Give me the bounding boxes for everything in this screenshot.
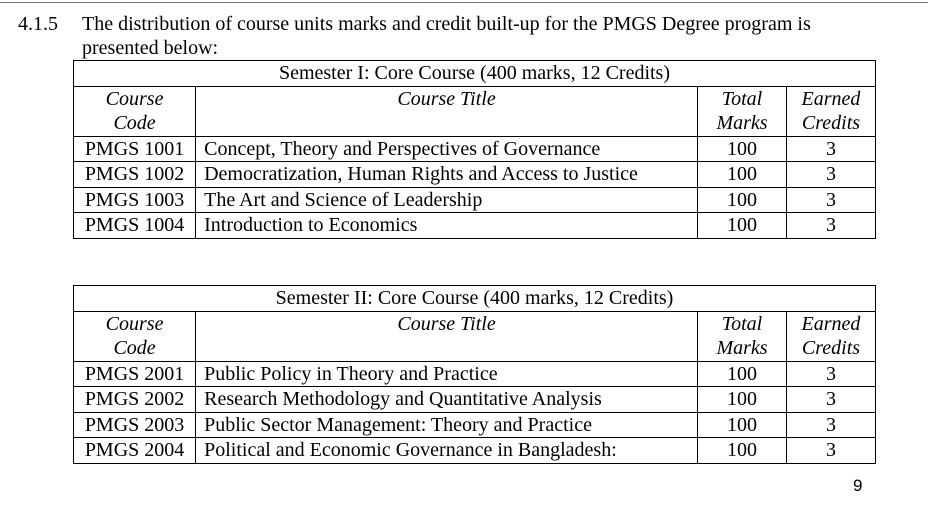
course-code: PMGS 1002 <box>74 162 196 188</box>
table-header-row <box>74 86 876 136</box>
header-text: Code <box>113 337 156 359</box>
page-number: 9 <box>853 476 863 495</box>
table-row <box>74 387 876 413</box>
total-marks: 100 <box>698 162 787 188</box>
header-text: Marks <box>716 337 768 359</box>
course-title: Concept, Theory and Perspectives of Governance <box>196 136 698 162</box>
course-code: PMGS 2004 <box>74 438 196 464</box>
table-header-row <box>74 311 876 361</box>
total-marks: 100 <box>698 361 787 387</box>
header-text: Credits <box>801 112 861 134</box>
earned-credits: 3 <box>786 136 875 162</box>
header-text: Credits <box>801 337 861 359</box>
earned-credits: 3 <box>786 387 875 413</box>
course-title: Public Sector Management: Theory and Practice <box>196 412 698 438</box>
header-text: Code <box>113 112 156 134</box>
header-text: Earned <box>801 87 861 110</box>
table-row <box>74 438 876 464</box>
section-intro <box>82 12 882 60</box>
total-marks: 100 <box>698 213 787 239</box>
table-caption-row <box>74 286 876 312</box>
earned-credits: 3 <box>786 412 875 438</box>
total-marks: 100 <box>698 187 787 213</box>
total-marks: 100 <box>698 438 787 464</box>
header-text: Total <box>721 312 763 335</box>
table-row <box>74 213 876 239</box>
earned-credits: 3 <box>786 213 875 239</box>
earned-credits: 3 <box>786 187 875 213</box>
top-rule <box>0 2 928 3</box>
table-row <box>74 162 876 188</box>
course-title: Political and Economic Governance in Bangladesh: <box>196 438 698 464</box>
table-caption: Semester I: Core Course (400 marks, 12 Credits) <box>74 61 876 87</box>
course-title: Democratization, Human Rights and Access to Justice <box>196 162 698 188</box>
earned-credits: 3 <box>786 162 875 188</box>
table-row <box>74 412 876 438</box>
course-title: Public Policy in Theory and Practice <box>196 361 698 387</box>
header-text: Course Title <box>397 312 496 335</box>
table-row <box>74 361 876 387</box>
header-earned-credits <box>786 86 875 136</box>
header-course-code <box>74 86 196 136</box>
section-number: 4.1.5 <box>18 13 58 35</box>
table-caption-row <box>74 61 876 87</box>
header-text: Total <box>721 87 763 110</box>
header-text: Course <box>105 312 164 335</box>
table-row <box>74 187 876 213</box>
table-caption: Semester II: Core Course (400 marks, 12 Credits) <box>74 286 876 312</box>
header-course-code <box>74 311 196 361</box>
table-row <box>74 136 876 162</box>
header-total-marks <box>698 311 787 361</box>
course-code: PMGS 1001 <box>74 136 196 162</box>
total-marks: 100 <box>698 387 787 413</box>
header-earned-credits <box>786 311 875 361</box>
header-course-title <box>196 311 698 361</box>
header-text: Course Title <box>397 87 496 110</box>
course-title: Research Methodology and Quantitative Analysis <box>196 387 698 413</box>
header-text: Marks <box>716 112 768 134</box>
semester-2-table <box>73 285 876 464</box>
course-code: PMGS 2002 <box>74 387 196 413</box>
course-title: The Art and Science of Leadership <box>196 187 698 213</box>
header-text: Earned <box>801 312 861 335</box>
total-marks: 100 <box>698 412 787 438</box>
course-code: PMGS 1004 <box>74 213 196 239</box>
earned-credits: 3 <box>786 438 875 464</box>
semester-1-table <box>73 60 876 239</box>
course-code: PMGS 1003 <box>74 187 196 213</box>
header-course-title <box>196 86 698 136</box>
course-code: PMGS 2003 <box>74 412 196 438</box>
intro-line-2: presented below: <box>82 37 219 59</box>
intro-line-1: The distribution of course units marks and credit built-up for the PMGS Degree program is <box>82 13 811 35</box>
total-marks: 100 <box>698 136 787 162</box>
header-text: Course <box>105 87 164 110</box>
header-total-marks <box>698 86 787 136</box>
earned-credits: 3 <box>786 361 875 387</box>
course-title: Introduction to Economics <box>196 213 698 239</box>
course-code: PMGS 2001 <box>74 361 196 387</box>
